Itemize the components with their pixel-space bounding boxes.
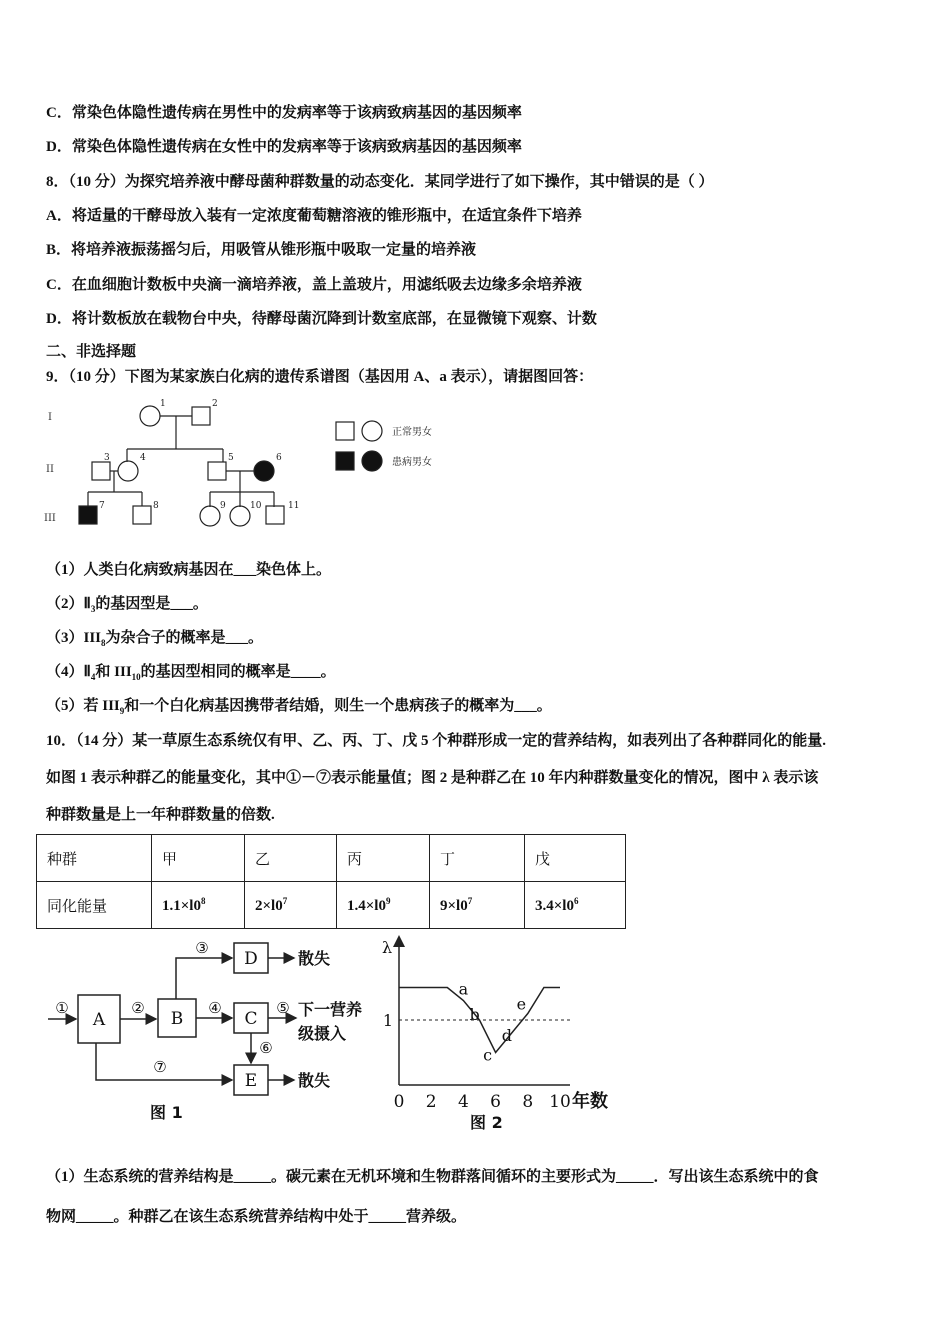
y-tick-1: 1	[382, 1011, 394, 1030]
gen-label-iii: III	[44, 513, 56, 524]
q9-stem: 9．（10 分）下图为某家族白化病的遗传系谱图（基因用 A、a 表示），请据图回答：	[46, 369, 594, 385]
member-7-square	[79, 506, 97, 524]
table-cell: $2\times l0^7$	[245, 882, 337, 929]
table-cell: 甲	[152, 835, 245, 882]
q7-option-c: C．常染色体隐性遗传病在男性中的发病率等于该病致病基因的基因频率	[46, 105, 522, 121]
member-number-4: 4	[140, 453, 146, 463]
table-cell: 丙	[337, 835, 430, 882]
next-level-label-1: 下一营养	[298, 1000, 363, 1019]
gen-label-i: I	[48, 412, 52, 423]
x-tick-label: 4	[457, 1092, 469, 1112]
loss-label-d: 散失	[298, 949, 331, 968]
member-8-square	[133, 506, 151, 524]
table-cell: 丁	[430, 835, 525, 882]
q8-stem: 8．（10 分）为探究培养液中酵母菌种群数量的动态变化．某同学进行了如下操作，其中错误的是（ ）	[46, 174, 714, 190]
q9-sub3: $(3)III_8$为杂合子的概率是___。	[46, 630, 264, 648]
arrow-label-7: ⑦	[153, 1058, 167, 1076]
member-1-circle	[140, 406, 160, 426]
point-label-a: a	[458, 979, 469, 999]
member-11-square	[266, 506, 284, 524]
member-3-square	[92, 462, 110, 480]
legend-affected-male	[336, 452, 354, 470]
box-b-label: B	[170, 1009, 184, 1029]
member-number-9: 9	[220, 501, 226, 511]
x-tick-label: 6	[490, 1092, 502, 1112]
arrow-label-6: ⑥	[259, 1039, 273, 1057]
member-number-5: 5	[228, 453, 234, 463]
x-tick-label: 10	[549, 1092, 571, 1112]
table-header-cell: 同化能量	[37, 882, 152, 929]
figure-1-caption: 图 1	[150, 1103, 183, 1122]
arrow-label-2: ②	[131, 999, 145, 1017]
arrow-label-4: ④	[208, 999, 222, 1017]
arrow-label-1: ①	[55, 999, 69, 1017]
member-number-11: 11	[288, 501, 300, 511]
table-cell: $1.4\times l0^9$	[337, 882, 430, 929]
q9-sub2: $(2)Ⅱ_3$的基因型是___。	[46, 596, 208, 614]
table-row	[37, 835, 626, 882]
box-c-label: C	[244, 1009, 258, 1029]
q9-sub5: （5）若 $III_9$和一个白化病基因携带者结婚，则生一个患病孩子的概率为___。	[46, 698, 552, 716]
member-10-circle	[230, 506, 250, 526]
table-cell: $1.1\times l0^8$	[152, 882, 245, 929]
point-label-d: d	[501, 1026, 512, 1045]
arrow-label-3: ③	[195, 939, 209, 957]
table-cell: 戊	[525, 835, 626, 882]
member-6-circle	[254, 461, 274, 481]
q10-sub1-line1: （1）生态系统的营养结构是_____。碳元素在无机环境和生物群落间循环的主要形式为_____．写出该生态系统中的食	[46, 1169, 819, 1185]
x-axis-label: 年数	[572, 1091, 608, 1112]
x-tick-label: 8	[522, 1092, 534, 1112]
y-axis-label: λ	[382, 938, 393, 957]
q9-sub1: （1）人类白化病致病基因在___染色体上。	[46, 562, 332, 578]
q8-option-d: D．将计数板放在载物台中央，待酵母菌沉降到计数室底部，在显微镜下观察、计数	[46, 311, 597, 327]
q8-option-a: A．将适量的干酵母放入装有一定浓度葡萄糖溶液的锥形瓶中，在适宜条件下培养	[46, 208, 582, 224]
q10-stem-line3: 种群数量是上一年种群数量的倍数.	[46, 807, 275, 823]
q9-sub4: $(4)Ⅱ_4$和 $III_{10}$的基因型相同的概率是____。	[46, 664, 336, 682]
x-tick-label: 0	[393, 1092, 405, 1112]
member-number-2: 2	[212, 399, 218, 409]
q10-sub1-line2: 物网_____。种群乙在该生态系统营养结构中处于_____营养级。	[46, 1209, 467, 1225]
pedigree-chart	[40, 394, 460, 534]
point-label-e: e	[516, 994, 527, 1014]
member-2-square	[192, 407, 210, 425]
table-cell: $9\times l0^7$	[430, 882, 525, 929]
q8-option-b: B．将培养液振荡摇匀后，用吸管从锥形瓶中吸取一定量的培养液	[46, 242, 477, 258]
lambda-line-chart	[370, 935, 610, 1135]
table-cell: $3.4\times l0^6$	[525, 882, 626, 929]
point-label-c: c	[483, 1045, 493, 1065]
table-row	[37, 882, 626, 929]
member-number-8: 8	[153, 501, 159, 511]
x-tick-label: 2	[425, 1092, 437, 1112]
section-heading: 二、非选择题	[46, 344, 137, 360]
point-label-b: b	[469, 1005, 480, 1024]
member-number-10: 10	[250, 501, 262, 511]
q10-stem-line2: 如图 1 表示种群乙的能量变化，其中①－⑦表示能量值；图 2 是种群乙在 10 年内种群数量变化的情况，图中 λ 表示该	[46, 770, 819, 786]
table-header-cell: 种群	[37, 835, 152, 882]
q10-stem-line1: 10．（14 分）某一草原生态系统仅有甲、乙、丙、丁、戊 5 个种群形成一定的营养结构，如表列出了各种群同化的能量.	[46, 733, 827, 749]
legend-normal-female	[362, 421, 382, 441]
member-number-1: 1	[160, 399, 166, 409]
member-number-6: 6	[276, 453, 282, 463]
gen-label-ii: II	[46, 464, 54, 475]
energy-flow-diagram	[40, 935, 370, 1130]
member-5-square	[208, 462, 226, 480]
member-number-7: 7	[99, 501, 105, 511]
q8-option-c: C．在血细胞计数板中央滴一滴培养液，盖上盖玻片，用滤纸吸去边缘多余培养液	[46, 277, 582, 293]
energy-table	[36, 834, 626, 929]
q7-option-d: D．常染色体隐性遗传病在女性中的发病率等于该病致病基因的基因频率	[46, 139, 522, 155]
legend-affected-female	[362, 451, 382, 471]
box-a-label: A	[92, 1010, 106, 1030]
loss-label-e: 散失	[298, 1071, 331, 1090]
arrow-label-5: ⑤	[276, 999, 290, 1017]
legend-normal-label: 正常男女	[392, 427, 432, 438]
legend-affected-label: 患病男女	[392, 457, 432, 468]
member-number-3: 3	[104, 453, 110, 463]
next-level-label-2: 级摄入	[298, 1024, 347, 1043]
member-9-circle	[200, 506, 220, 526]
figure-2-caption: 图 2	[470, 1113, 503, 1132]
box-d-label: D	[244, 949, 258, 969]
legend-normal-male	[336, 422, 354, 440]
member-4-circle	[118, 461, 138, 481]
table-cell: 乙	[245, 835, 337, 882]
box-e-label: E	[244, 1071, 258, 1091]
